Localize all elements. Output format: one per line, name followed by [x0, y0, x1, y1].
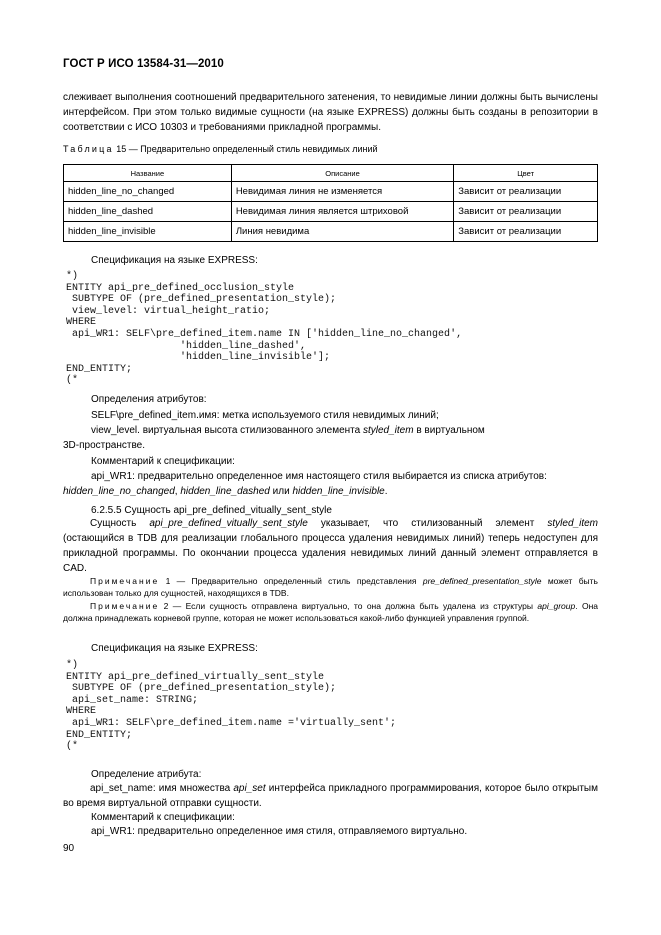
table-header-row — [64, 165, 598, 182]
wr1-sep: . — [384, 486, 388, 497]
note-label: Примечание — [90, 576, 160, 586]
wr1-sep: , — [174, 486, 181, 497]
intro-paragraph: слеживает выполнения соотношений предварительного затенения, то невидимые линии должны быть вычислены интерфейсом. При этом только видимые сущности (на языке EXPRESS) должны быть созданы в репозитории в соответствии с ИСО 10303 и требованиями прикладной программы. — [63, 92, 598, 133]
note-label: Примечание — [90, 601, 160, 611]
table-cell: hidden_line_invisible — [64, 222, 232, 242]
note-text: может быть использован только для сущностей, находящихся в TDB. — [63, 576, 598, 598]
defs1-wr1-list — [63, 485, 388, 498]
section-text: Сущность — [90, 518, 150, 529]
table-header-cell: Описание — [231, 165, 453, 182]
table-header-cell: Цвет — [454, 165, 598, 182]
note-text: 2 — Если сущность отправлена виртуально, то она должна быть удалена из структуры — [159, 601, 538, 611]
spec1-label: Спецификация на языке EXPRESS: — [91, 255, 258, 266]
note-italic: pre_defined_presentation_style — [422, 576, 542, 586]
defs1-view-cont: 3D-пространстве. — [63, 440, 145, 451]
table-cell: hidden_line_dashed — [64, 202, 232, 222]
wr1-item: hidden_line_dashed — [180, 486, 270, 497]
defs2-title: Определение атрибута: — [91, 769, 202, 780]
note-italic: api_group — [537, 601, 576, 611]
defs2-wr1: api_WR1: предварительно определенное имя стиля, отправляемого виртуально. — [91, 826, 468, 837]
table-header-cell: Название — [64, 165, 232, 182]
section-paragraph — [63, 516, 598, 576]
defs2-text: api_set_name: имя множества — [90, 783, 234, 794]
note-2 — [63, 600, 598, 624]
table-cell: hidden_line_no_changed — [64, 182, 232, 202]
defs1-view-level — [91, 424, 598, 437]
table-cell: Линия невидима — [231, 222, 453, 242]
section-title: 6.2.5.5 Сущность api_pre_defined_vitually_sent_style — [91, 505, 332, 516]
wr1-item: hidden_line_no_changed — [63, 486, 175, 497]
defs2-set-name — [63, 781, 598, 811]
page-number: 90 — [63, 843, 75, 854]
defs1-comments: Комментарий к спецификации: — [91, 456, 235, 467]
table-caption — [63, 144, 378, 154]
defs1-view-italic: styled_item — [362, 425, 414, 436]
table-cell: Зависит от реализации — [454, 222, 598, 242]
wr1-sep: или — [269, 486, 293, 497]
table-row — [64, 222, 598, 242]
defs2-italic: api_set — [233, 783, 266, 794]
section-text: указывает, что стилизованный элемент — [307, 518, 548, 529]
table-caption-text: 15 — Предварительно определенный стиль невидимых линий — [113, 144, 378, 154]
defs1-title: Определения атрибутов: — [91, 394, 207, 405]
note-text: 1 — Предварительно определенный стиль представления — [159, 576, 423, 586]
defs1-self: SELF\pre_defined_item.имя: метка используемого стиля невидимых линий; — [91, 410, 439, 421]
table-caption-label: Таблица — [63, 144, 114, 154]
wr1-item: hidden_line_invisible — [292, 486, 385, 497]
note-text: . Она должна принадлежать корневой группе, которая не может использоваться какой-либо функцией управления группой. — [63, 601, 598, 623]
defs1-view-text: view_level. виртуальная высота стилизованного элемента — [91, 425, 363, 436]
defs2-comments: Комментарий к спецификации: — [91, 812, 235, 823]
table-cell: Зависит от реализации — [454, 202, 598, 222]
spec2-label: Спецификация на языке EXPRESS: — [91, 643, 258, 654]
spec1-code: *) ENTITY api_pre_defined_occlusion_style SUBTYPE OF (pre_defined_presentation_style); view_level: virtual_height_ratio; WHERE api_WR1: SELF\pre_defined_item.name IN ['hidden_line_no_changed', 'hidden_line_dashed', 'hidden_line_invisible']; END_ENTITY; (* — [66, 271, 463, 387]
table-row — [64, 182, 598, 202]
table-cell: Невидимая линия не изменяется — [231, 182, 453, 202]
defs2-text: интерфейса прикладного программирования, которое было открытым во время виртуальной отправки сущности. — [63, 783, 598, 809]
defs1-view-tail: в виртуальном — [413, 425, 485, 436]
styles-table — [63, 164, 598, 242]
spec2-code: *) ENTITY api_pre_defined_virtually_sent_style SUBTYPE OF (pre_defined_presentation_style); api_set_name: STRING; WHERE api_WR1: SELF\pre_defined_item.name ='virtually_sent'; END_ENTITY; (* — [66, 660, 397, 753]
section-italic: styled_item — [547, 518, 598, 529]
document-header: ГОСТ Р ИСО 13584-31—2010 — [63, 58, 224, 70]
table-row — [64, 202, 598, 222]
table-cell: Невидимая линия является штриховой — [231, 202, 453, 222]
section-italic: api_pre_defined_vitually_sent_style — [149, 518, 308, 529]
table-cell: Зависит от реализации — [454, 182, 598, 202]
defs1-wr1: api_WR1: предварительно определенное имя настоящего стиля выбирается из списка атрибутов: — [91, 471, 547, 482]
note-1 — [63, 575, 598, 599]
section-text: (остающийся в TDB для реализации глобального процесса удаления невидимых линий) теперь недоступен для прикладной программы. По окончании процесса удаления невидимых линий данный элемент отправляется в CAD. — [63, 533, 598, 574]
